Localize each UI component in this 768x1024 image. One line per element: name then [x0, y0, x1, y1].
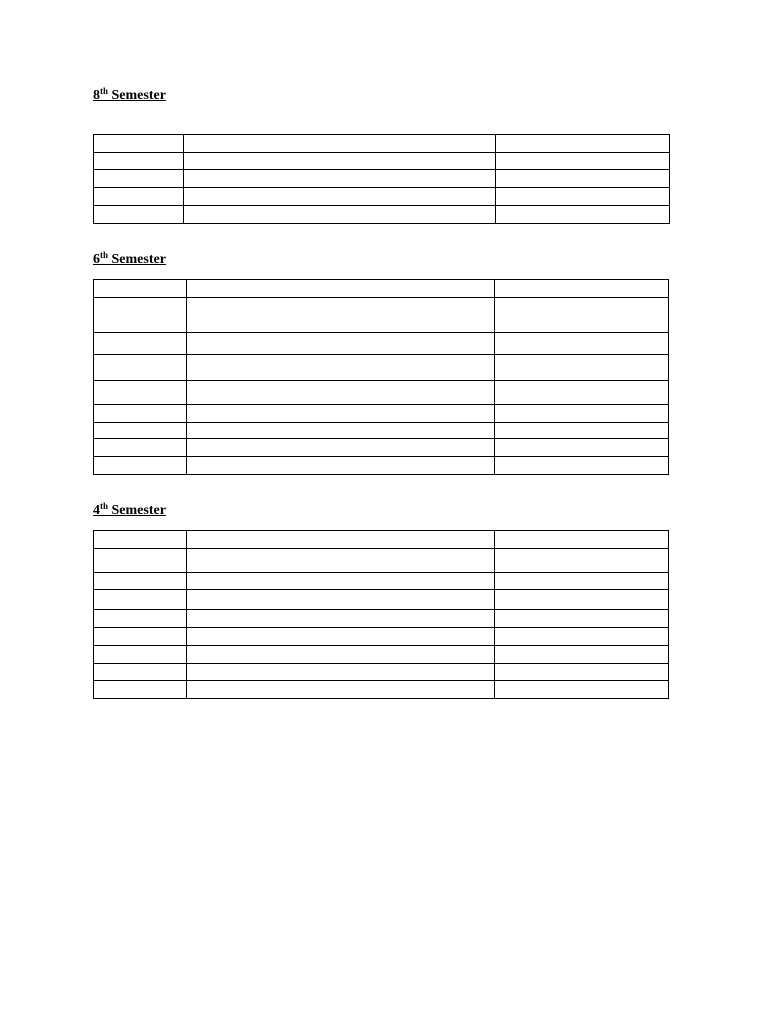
table-cell [496, 206, 670, 224]
table-row [94, 439, 669, 457]
table-cell [184, 135, 496, 153]
table-cell [94, 549, 187, 573]
table-row [94, 381, 669, 405]
table-cell [495, 439, 669, 457]
table-cell [187, 573, 495, 590]
section-heading-4th-semester [93, 503, 166, 519]
table-6th-semester [93, 279, 669, 475]
table-cell [495, 573, 669, 590]
heading-ordinal-suffix: th [100, 86, 109, 96]
table-cell [495, 590, 669, 610]
table-cell [184, 170, 496, 188]
table-cell [495, 664, 669, 681]
heading-ordinal: 8 [93, 88, 100, 103]
table-cell [187, 423, 495, 439]
table-cell [94, 531, 187, 549]
table-cell [495, 646, 669, 664]
table-cell [495, 457, 669, 475]
table-cell [94, 573, 187, 590]
table-cell [187, 610, 495, 628]
section-heading-8th-semester [93, 88, 166, 104]
table-cell [187, 628, 495, 646]
table-cell [94, 153, 184, 170]
table-row [94, 355, 669, 381]
section-heading-6th-semester [93, 252, 166, 268]
table-row [94, 188, 670, 206]
heading-ordinal: 6 [93, 252, 100, 267]
table-cell [495, 610, 669, 628]
table-row [94, 333, 669, 355]
heading-label: Semester [111, 252, 166, 267]
table-cell [495, 423, 669, 439]
table-4th-semester [93, 530, 669, 699]
table-cell [94, 135, 184, 153]
table-cell [496, 170, 670, 188]
table-row [94, 590, 669, 610]
table-row [94, 170, 670, 188]
table-cell [495, 298, 669, 333]
table-cell [495, 681, 669, 699]
table-cell [187, 590, 495, 610]
table-row [94, 646, 669, 664]
table-cell [94, 664, 187, 681]
table-cell [496, 153, 670, 170]
heading-ordinal-suffix: th [100, 250, 109, 260]
table-cell [495, 355, 669, 381]
table-header-row [94, 531, 669, 549]
table-cell [187, 355, 495, 381]
table-cell [187, 333, 495, 355]
table-cell [94, 610, 187, 628]
table-cell [94, 590, 187, 610]
table-cell [187, 549, 495, 573]
heading-ordinal: 4 [93, 503, 100, 518]
table-cell [187, 646, 495, 664]
heading-label: Semester [111, 88, 166, 103]
table-row [94, 549, 669, 573]
table-cell [187, 405, 495, 423]
table-cell [94, 188, 184, 206]
table-cell [187, 681, 495, 699]
table-cell [187, 664, 495, 681]
table-cell [94, 646, 187, 664]
table-cell [94, 381, 187, 405]
table-row [94, 628, 669, 646]
table-cell [94, 405, 187, 423]
table-cell [495, 628, 669, 646]
table-row [94, 664, 669, 681]
table-cell [187, 531, 495, 549]
table-row [94, 298, 669, 333]
table-cell [496, 188, 670, 206]
table-row [94, 573, 669, 590]
table-row [94, 457, 669, 475]
table-cell [495, 531, 669, 549]
table-row [94, 681, 669, 699]
table-row [94, 423, 669, 439]
table-cell [187, 280, 495, 298]
table-cell [94, 280, 187, 298]
table-cell [187, 381, 495, 405]
table-cell [94, 333, 187, 355]
table-row [94, 610, 669, 628]
table-cell [495, 280, 669, 298]
table-8th-semester [93, 134, 670, 224]
table-cell [94, 298, 187, 333]
table-cell [184, 188, 496, 206]
table-cell [94, 628, 187, 646]
table-cell [94, 355, 187, 381]
table-cell [184, 206, 496, 224]
table-cell [187, 298, 495, 333]
table-cell [495, 381, 669, 405]
table-cell [495, 549, 669, 573]
table-cell [187, 439, 495, 457]
table-cell [187, 457, 495, 475]
table-cell [94, 457, 187, 475]
table-cell [94, 206, 184, 224]
heading-ordinal-suffix: th [100, 501, 109, 511]
table-cell [495, 405, 669, 423]
table-cell [94, 170, 184, 188]
table-cell [94, 423, 187, 439]
heading-label: Semester [111, 503, 166, 518]
table-header-row [94, 135, 670, 153]
table-header-row [94, 280, 669, 298]
table-cell [94, 681, 187, 699]
table-row [94, 405, 669, 423]
table-row [94, 206, 670, 224]
table-cell [496, 135, 670, 153]
table-cell [94, 439, 187, 457]
table-cell [184, 153, 496, 170]
table-cell [495, 333, 669, 355]
table-row [94, 153, 670, 170]
